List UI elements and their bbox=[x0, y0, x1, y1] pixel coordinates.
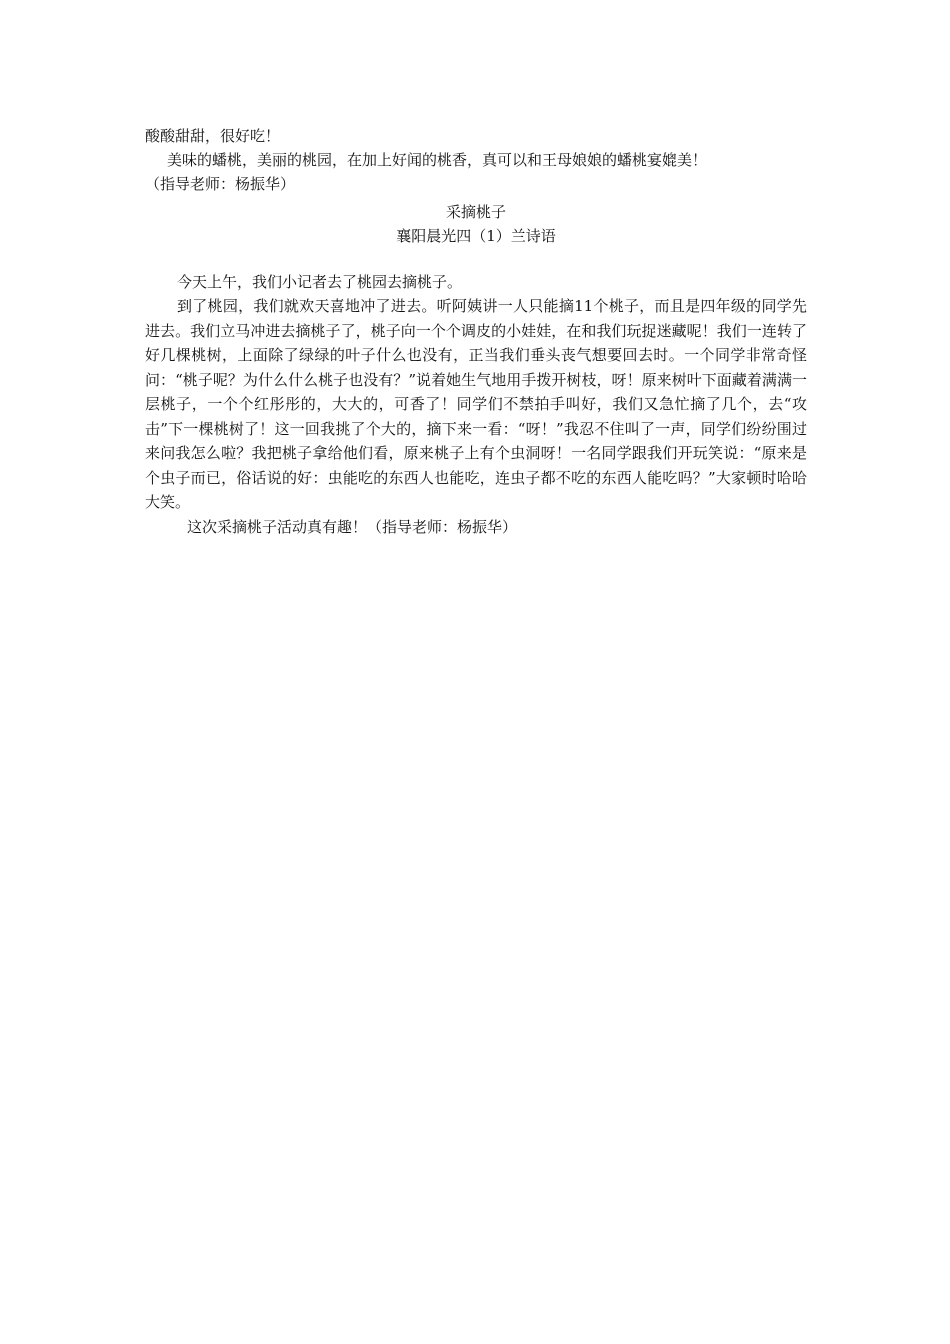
document-page bbox=[145, 124, 807, 539]
previous-essay-ending-line: 酸酸甜甜，很好吃！ bbox=[145, 127, 281, 145]
previous-essay-teacher-credit: （指导老师：杨振华） bbox=[145, 175, 296, 193]
essay-paragraph-2: 到了桃园，我们就欢天喜地冲了进去。听阿姨讲一人只能摘11个桃子，而且是四年级的同学先进去。我们立马冲进去摘桃子了，桃子向一个个调皮的小娃娃，在和我们玩捉迷藏呢！我们一连转了好几棵桃树，上面除了绿绿的叶子什么也没有，正当我们垂头丧气想要回去时。一个同学非常奇怪问：“桃子呢？为什么什么桃子也没有？”说着她生气地用手拨开树枝，呀！原来树叶下面藏着满满一层桃子，一个个红彤彤的，大大的，可香了！同学们不禁拍手叫好，我们又急忙摘了几个，去“攻击”下一棵桃树了！这一回我挑了个大的，摘下来一看：“呀！”我忍不住叫了一声，同学们纷纷围过来问我怎么啦？我把桃子拿给他们看，原来桃子上有个虫洞呀！一名同学跟我们开玩笑说：“原来是个虫子而已，俗话说的好：虫能吃的东西人也能吃，连虫子都不吃的东西人能吃吗？”大家顿时哈哈大笑。 bbox=[145, 297, 807, 511]
essay-paragraph-1: 今天上午，我们小记者去了桃园去摘桃子。 bbox=[177, 273, 463, 291]
previous-essay-closing-sentence: 美味的蟠桃，美丽的桃园，在加上好闻的桃香，真可以和王母娘娘的蟠桃宴媲美！ bbox=[167, 151, 708, 169]
essay-title: 采摘桃子 bbox=[445, 203, 506, 221]
essay-heading bbox=[145, 200, 807, 248]
blank-line bbox=[145, 248, 807, 270]
essay-author: 襄阳晨光四（1）兰诗语 bbox=[396, 227, 556, 245]
essay-paragraph-3: 这次采摘桃子活动真有趣！（指导老师：杨振华） bbox=[187, 517, 518, 536]
